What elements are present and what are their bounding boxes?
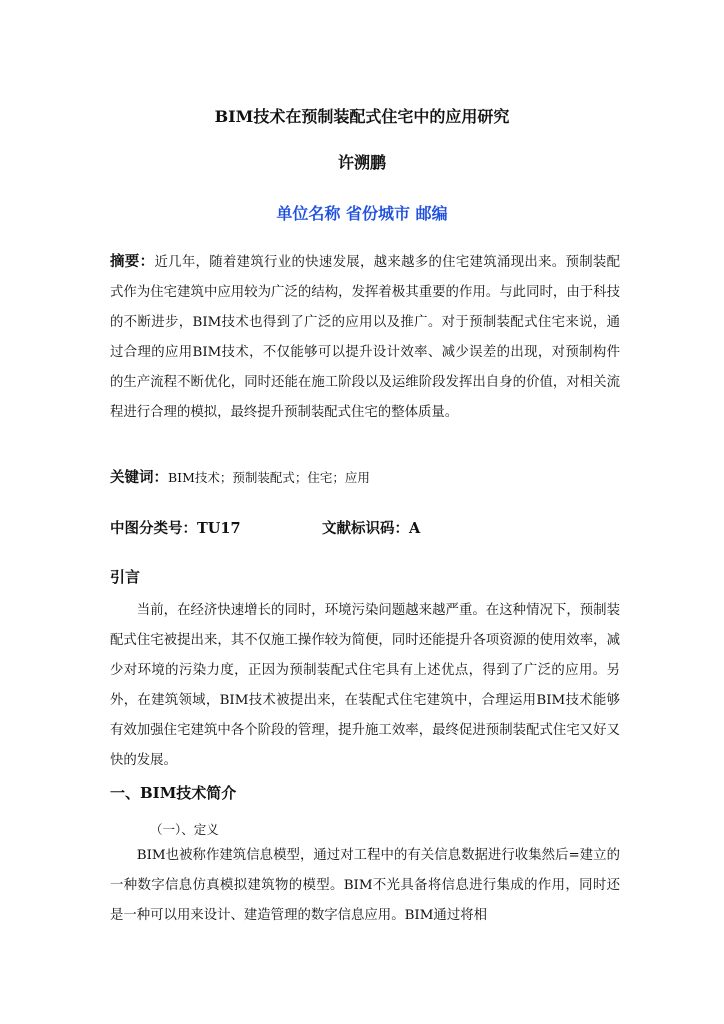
abstract-text: 近几年，随着建筑行业的快速发展，越来越多的住宅建筑涌现出来。预制装配式作为住宅建筑中应用较为广泛的结构，发挥着极其重要的作用。与此同时，由于科技的不断进步，BIM技术也得到了广泛的应用以及推广。对于预制装配式住宅来说，通过合理的应用BIM技术，不仅能够可以提升设计效率、减少误差的出现，对预制构件的生产流程不断优化，同时还能在施工阶段以及运维阶段发挥出自身的价值，对相关流程进行合理的模拟，最终提升预制装配式住宅的整体质量。 [110, 255, 620, 420]
keywords-text: BIM技术；预制装配式；住宅；应用 [168, 470, 370, 485]
author-name: 许溯鹏 [337, 153, 386, 172]
subsection-heading: （一）、定义 [150, 822, 219, 837]
keywords-label: 关键词： [110, 469, 168, 486]
abstract [110, 247, 620, 428]
document-code: 文献标识码：A [322, 520, 421, 537]
intro-heading: 引言 [110, 568, 141, 586]
definition-paragraph: BIM也被称作建筑信息模型，通过对工程中的有关信息数据进行收集然后=建立的一种数字信息仿真模拟建筑物的模型。BIM不光具备将信息进行集成的作用，同时还是一种可以用来设计、建造管理的数字信息应用。BIM通过将相 [110, 848, 620, 923]
keywords [110, 466, 370, 490]
abstract-label: 摘要： [110, 253, 155, 270]
paper-title: BIM技术在预制装配式住宅中的应用研究 [214, 107, 510, 126]
intro-paragraph: 当前，在经济快速增长的同时，环境污染问题越来越严重。在这种情况下，预制装配式住宅被提出来，其不仅施工操作较为简便，同时还能提升各项资源的使用效率，减少对环境的污染力度，正因为预制装配式住宅具有上述优点，得到了广泛的应用。另外，在建筑领域，BIM技术被提出来，在装配式住宅建筑中，合理运用BIM技术能够有效加强住宅建筑中各个阶段的管理，提升施工效率，最终促进预制装配式住宅又好又快的发展。 [110, 603, 620, 768]
affiliation: 单位名称 省份城市 邮编 [276, 204, 448, 223]
clc-number: 中图分类号：TU17 [110, 520, 241, 537]
section-heading: 一、BIM技术简介 [110, 784, 237, 802]
classification-line [110, 517, 630, 541]
